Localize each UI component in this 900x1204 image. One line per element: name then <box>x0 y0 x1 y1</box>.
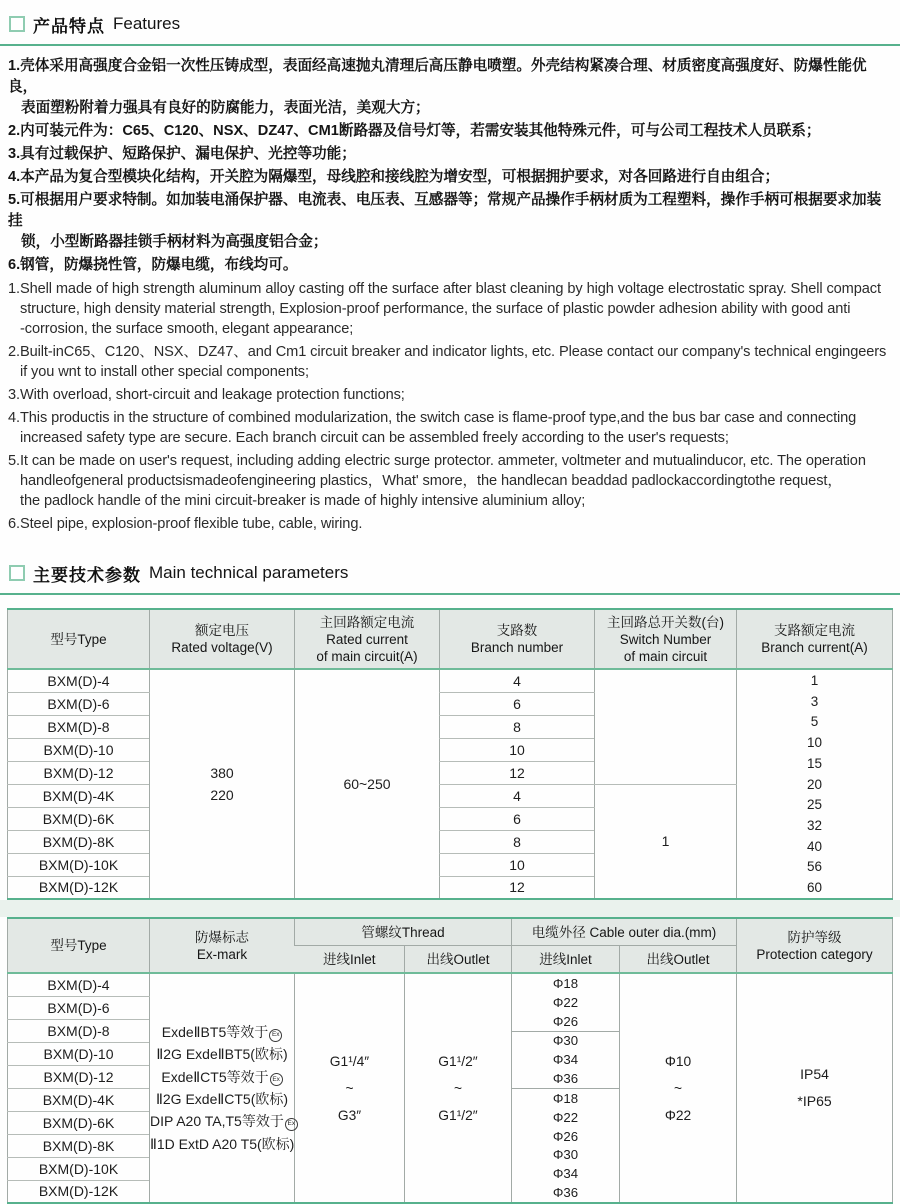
feature-line-en: 2.Built-inC65、C120、NSX、DZ47、and Cm1 circuit breaker and indicator lights, etc. Please contact our company's technical engingeers <box>8 344 887 360</box>
type-cell: BXM(D)-4K <box>8 1088 150 1111</box>
feature-line-en: 1.Shell made of high strength aluminum alloy casting off the surface after blast cleaning by high voltage electrostatic spray. Shell compact <box>8 281 881 297</box>
features-list-en <box>8 279 890 534</box>
type-cell: BXM(D)-12K <box>38 879 119 896</box>
type-cell: BXM(D)-6 <box>8 996 150 1019</box>
branch-current-value: 56 <box>806 859 823 875</box>
cable-diameter-value: Φ36 <box>552 1185 579 1201</box>
cable-inlet-group-3 <box>512 1089 619 1202</box>
feature-line-en: structure, high density material strength, Explosion-proof performance, the surface of plastic powder adhesion ability with good anti <box>20 301 851 317</box>
branch-current-value: 60 <box>806 880 823 896</box>
type-cell: BXM(D)-8 <box>8 715 150 738</box>
table-header-row <box>8 918 893 946</box>
thread-inlet-cell: G1¹/4″ ~ G3″ <box>295 973 405 1203</box>
type-cell: BXM(D)-10K <box>8 1157 150 1180</box>
section-divider <box>0 593 900 595</box>
exmark-line: Ⅱ1D ExtD A20 T5(欧标) <box>150 1135 295 1152</box>
feature-line-en: 6.Steel pipe, explosion-proof flexible tube, cable, wiring. <box>8 516 363 532</box>
branch-number-cell: 4 <box>440 669 595 692</box>
feature-line-en: 3.With overload, short-circuit and leakage protection functions; <box>8 387 405 403</box>
type-cell: BXM(D)-12 <box>8 761 150 784</box>
switch-number-empty-cell <box>595 669 737 784</box>
type-cell: BXM(D)-10 <box>8 738 150 761</box>
feature-line-en: handleofgeneral productsismadeofengineering plastics，What' smore，the handlecan beaddad padlockaccordingtothe request， <box>20 473 842 489</box>
type-cell: BXM(D)-6K <box>8 807 150 830</box>
cable-inlet-group-2 <box>512 1032 619 1090</box>
feature-line-zh: 6.钢管，防爆挠性管，防爆电缆，布线均可。 <box>8 257 298 273</box>
ex-certification-icon: Ex <box>270 1073 283 1086</box>
cable-diameter-value: Φ30 <box>552 1033 579 1049</box>
branch-number-cell: 12 <box>440 876 595 899</box>
feature-line-en: -corrosion, the surface smooth, elegant appearance; <box>20 321 354 337</box>
col-header-branch-current: 支路额定电流 Branch current(A) <box>737 609 893 669</box>
exmark-line: ExdeⅡCT5等效于 Ex <box>150 1066 294 1088</box>
col-header-main-current: 主回路额定电流 Rated current of main circuit(A) <box>295 609 440 669</box>
type-cell: BXM(D)-6 <box>8 692 150 715</box>
ex-certification-icon: Ex <box>285 1118 298 1131</box>
branch-current-value: 10 <box>806 735 823 751</box>
branch-number-cell: 10 <box>440 853 595 876</box>
features-title-en: Features <box>113 14 181 33</box>
feature-line-en: increased safety type are secure. Each branch circuit can be assembled freely according to the user's requests; <box>20 430 729 446</box>
type-cell: BXM(D)-12 <box>8 1065 150 1088</box>
type-cell: BXM(D)-10 <box>8 1042 150 1065</box>
type-cell: BXM(D)-8 <box>8 1019 150 1042</box>
thread-outlet-cell: G1¹/2″ ~ G1¹/2″ <box>405 973 512 1203</box>
exmark-lines <box>150 1021 294 1155</box>
feature-line-zh: 2.内可装元件为：C65、C120、NSX、DZ47、CM1断路器及信号灯等，若需安装其他特殊元件，可与公司工程技术人员联系； <box>8 123 821 139</box>
type-cell: BXM(D)-4 <box>8 973 150 996</box>
branch-number-cell: 10 <box>440 738 595 761</box>
branch-current-value: 25 <box>806 797 823 813</box>
branch-current-value: 15 <box>806 755 823 771</box>
branch-number-cell: 6 <box>440 692 595 715</box>
mechanical-parameters-table <box>7 917 893 1204</box>
exmark-cell <box>150 973 295 1203</box>
col-header-cable-outlet: 出线Outlet <box>620 946 737 974</box>
table-row <box>8 973 893 996</box>
type-cell: BXM(D)-12K <box>38 1183 119 1200</box>
features-title-zh: 产品特点 <box>33 16 105 36</box>
branch-number-cell: 8 <box>440 715 595 738</box>
branch-current-values <box>737 670 892 898</box>
branch-number-cell: 12 <box>440 761 595 784</box>
branch-current-value: 5 <box>810 714 819 730</box>
cable-diameter-value: Φ18 <box>552 1090 579 1106</box>
branch-current-value: 1 <box>810 672 819 688</box>
col-header-thread-inlet: 进线Inlet <box>295 946 405 974</box>
col-header-type: 型号Type <box>8 918 150 973</box>
electrical-parameters-table <box>7 608 893 900</box>
feature-line-en: if you wnt to install other special components; <box>20 364 309 380</box>
parameters-title-zh: 主要技术参数 <box>33 565 141 585</box>
exmark-line: DIP A20 TA,T5等效于 Ex <box>150 1110 294 1132</box>
feature-line-zh: 表面塑粉附着力强具有良好的防腐能力，表面光洁，美观大方； <box>21 100 430 116</box>
type-cell: BXM(D)-8K <box>8 830 150 853</box>
type-cell: BXM(D)-10K <box>8 853 150 876</box>
switch-number-cell: 1 <box>595 784 737 899</box>
branch-current-value: 40 <box>806 838 823 854</box>
square-outline-icon <box>9 565 25 581</box>
voltage-cell: 380 220 <box>150 669 295 899</box>
features-list-zh <box>8 56 890 276</box>
branch-number-cell: 4 <box>440 784 595 807</box>
col-header-cable-inlet: 进线Inlet <box>512 946 620 974</box>
section-divider <box>0 44 900 46</box>
cable-inlet-groups <box>512 974 619 1202</box>
branch-number-cell: 8 <box>440 830 595 853</box>
col-header-switch-number: 主回路总开关数(台) Switch Number of main circuit <box>595 609 737 669</box>
cable-diameter-value: Φ18 <box>552 975 579 991</box>
branch-current-value: 3 <box>810 693 819 709</box>
cable-outlet-cell: Φ10 ~ Φ22 <box>620 973 737 1203</box>
cable-diameter-value: Φ34 <box>552 1052 579 1068</box>
cable-diameter-value: Φ26 <box>552 1128 579 1144</box>
cable-diameter-value: Φ22 <box>552 994 579 1010</box>
branch-current-cell <box>737 669 893 899</box>
type-cell: BXM(D)-4 <box>8 669 150 692</box>
table-gap-band <box>0 900 900 917</box>
feature-line-en: the padlock handle of the mini circuit-breaker is made of highly intensive aluminium alloy; <box>20 493 586 509</box>
col-header-type: 型号Type <box>8 609 150 669</box>
main-current-cell: 60~250 <box>295 669 440 899</box>
col-header-branch-number: 支路数 Branch number <box>440 609 595 669</box>
col-header-voltage: 额定电压 Rated voltage(V) <box>150 609 295 669</box>
feature-line-zh: 4.本产品为复合型模块化结构，开关腔为隔爆型，母线腔和接线腔为增安型，可根据拥护要求，对各回路进行自由组合； <box>8 169 780 185</box>
parameters-section-header <box>9 562 900 584</box>
cable-inlet-group-1 <box>512 974 619 1032</box>
protection-category-cell: IP54 *IP65 <box>737 973 893 1203</box>
cable-diameter-value: Φ36 <box>552 1071 579 1087</box>
col-header-cable-dia: 电缆外径 Cable outer dia.(mm) <box>512 918 737 946</box>
feature-line-zh: 5.可根据用户要求特制。如加装电涌保护器、电流表、电压表、互感器等；常规产品操作手柄材质为工程塑料，操作手柄可根据要求加装挂 <box>8 192 882 229</box>
type-cell: BXM(D)-8K <box>8 1134 150 1157</box>
col-header-protection: 防护等级 Protection category <box>737 918 893 973</box>
square-outline-icon <box>9 16 25 32</box>
branch-current-value: 32 <box>806 818 823 833</box>
branch-current-value: 20 <box>806 776 823 792</box>
exmark-line: ExdeⅡBT5等效于 Ex <box>150 1021 294 1043</box>
feature-line-en: 5.It can be made on user's request, including adding electric surge protector. ammeter, voltmeter and mutualinducor, etc. The operation <box>8 453 866 469</box>
branch-number-cell: 6 <box>440 807 595 830</box>
features-section-header <box>9 13 900 35</box>
table-row <box>8 669 893 692</box>
feature-line-zh: 3.具有过载保护、短路保护、漏电保护、光控等功能； <box>8 146 356 162</box>
feature-line-zh: 锁，小型断路器挂锁手柄材料为高强度铝合金； <box>21 234 328 250</box>
parameters-title-en: Main technical parameters <box>149 563 349 582</box>
feature-line-zh: 1.壳体采用高强度合金铝一次性压铸成型，表面经高速抛丸清理后高压静电喷塑。外壳结构紧凑合理、材质密度高强度好、防爆性能优良， <box>8 58 867 95</box>
exmark-line: Ⅱ2G ExdeⅡBT5(欧标) <box>156 1046 288 1063</box>
table-header-row <box>8 609 893 669</box>
cable-diameter-value: Φ26 <box>552 1013 579 1029</box>
cable-inlet-cell <box>512 973 620 1203</box>
col-header-thread: 管螺纹Thread <box>295 918 512 946</box>
ex-certification-icon: Ex <box>269 1029 282 1042</box>
col-header-thread-outlet: 出线Outlet <box>405 946 512 974</box>
cable-diameter-value: Φ34 <box>552 1166 579 1182</box>
feature-line-en: 4.This productis in the structure of combined modularization, the switch case is flame-proof type,and the bus bar case and connecting <box>8 410 857 426</box>
type-cell: BXM(D)-4K <box>8 784 150 807</box>
type-cell: BXM(D)-6K <box>8 1111 150 1134</box>
exmark-line: Ⅱ2G ExdeⅡCT5(欧标) <box>155 1091 289 1107</box>
cable-diameter-value: Φ30 <box>552 1147 579 1163</box>
cable-diameter-value: Φ22 <box>552 1109 579 1125</box>
col-header-exmark: 防爆标志 Ex-mark <box>150 918 295 973</box>
